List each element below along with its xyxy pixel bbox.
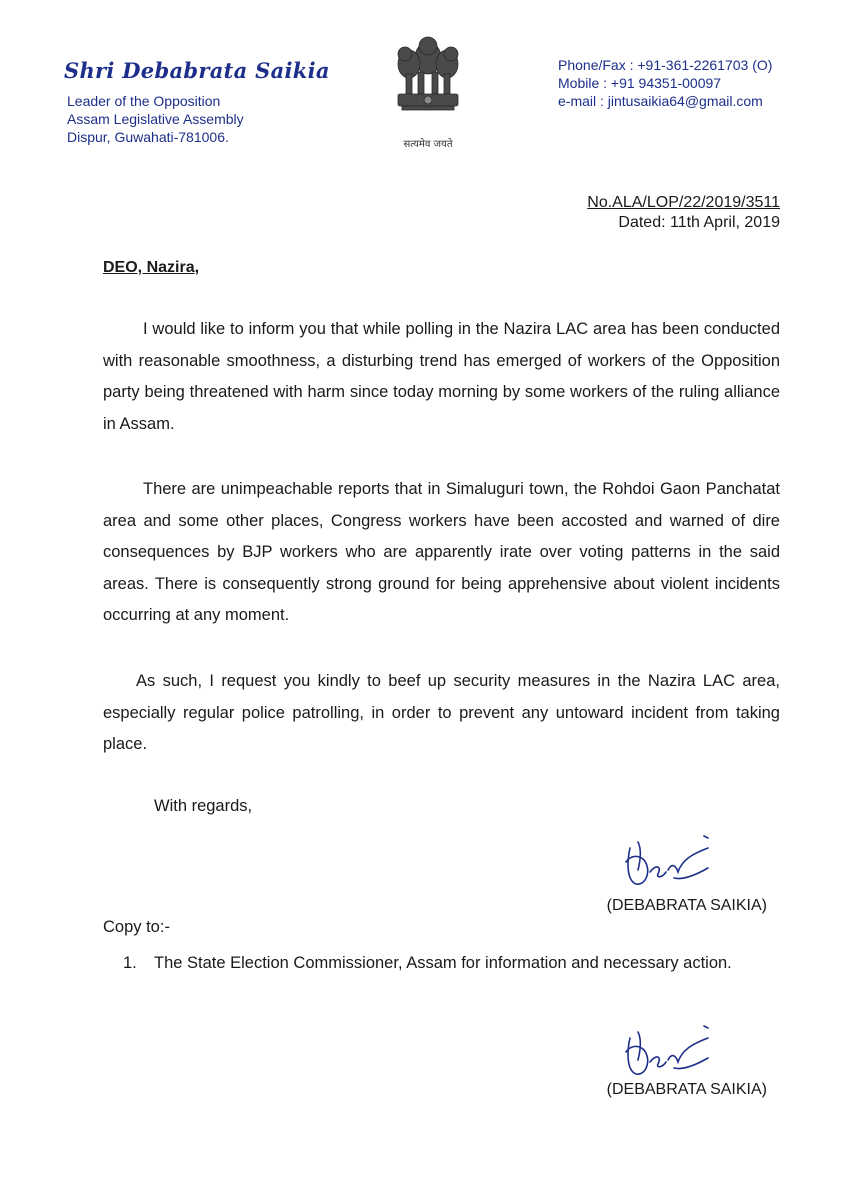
copy-to-item-number: 1.: [123, 954, 137, 972]
contact-phone: Phone/Fax : +91-361-2261703 (O): [558, 57, 773, 73]
emblem-motto: सत्यमेव जयते: [403, 139, 453, 150]
reference-date: Dated: 11th April, 2019: [618, 214, 780, 231]
closing: With regards,: [154, 797, 253, 815]
signature-icon: [616, 826, 726, 896]
contact-email: e-mail : jintusaikia64@gmail.com: [558, 93, 763, 109]
addressee: DEO, Nazira,: [103, 259, 200, 276]
letterhead-address: [67, 92, 244, 146]
body-paragraph-3: As such, I request you kindly to beef up security measures in the Nazira LAC area, especially regular police patrolling, in order to prevent any untoward incident from taking place.: [103, 672, 780, 753]
letterhead-contact: [558, 56, 772, 110]
signatory-name: (DEBABRATA SAIKIA): [606, 1081, 767, 1098]
letterhead-title: Leader of the Opposition: [67, 93, 221, 109]
copy-to-item: [103, 948, 780, 979]
body-paragraph-2: There are unimpeachable reports that in Simaluguri town, the Rohdoi Gaon Panchatat area and some other places, Congress workers have been accosted and warned of dire consequences by BJP workers who are apparently irate over voting patterns in the said areas. There is consequently strong ground for being apprehensive about violent incidents occurring at any moment.: [103, 480, 780, 624]
contact-mobile: Mobile : +91 94351-00097: [558, 75, 722, 91]
reference-number: No.ALA/LOP/22/2019/3511: [587, 194, 780, 211]
reference-block: [587, 193, 780, 233]
letterhead-assembly: Assam Legislative Assembly: [67, 111, 244, 127]
signatory-name: (DEBABRATA SAIKIA): [606, 897, 767, 914]
body-paragraph-1: I would like to inform you that while polling in the Nazira LAC area has been conducted with reasonable smoothness, a disturbing trend has emerged of workers of the Opposition party being threatened with harm since today morning by some workers of the ruling alliance in Assam.: [103, 320, 780, 433]
letterhead-name: Shri Debabrata Saikia: [64, 58, 330, 83]
signature-icon: [616, 1016, 726, 1086]
copy-to-label: Copy to:-: [103, 918, 170, 936]
copy-to-item-text: The State Election Commissioner, Assam for information and necessary action.: [154, 954, 732, 972]
letterhead-location: Dispur, Guwahati-781006.: [67, 129, 229, 145]
